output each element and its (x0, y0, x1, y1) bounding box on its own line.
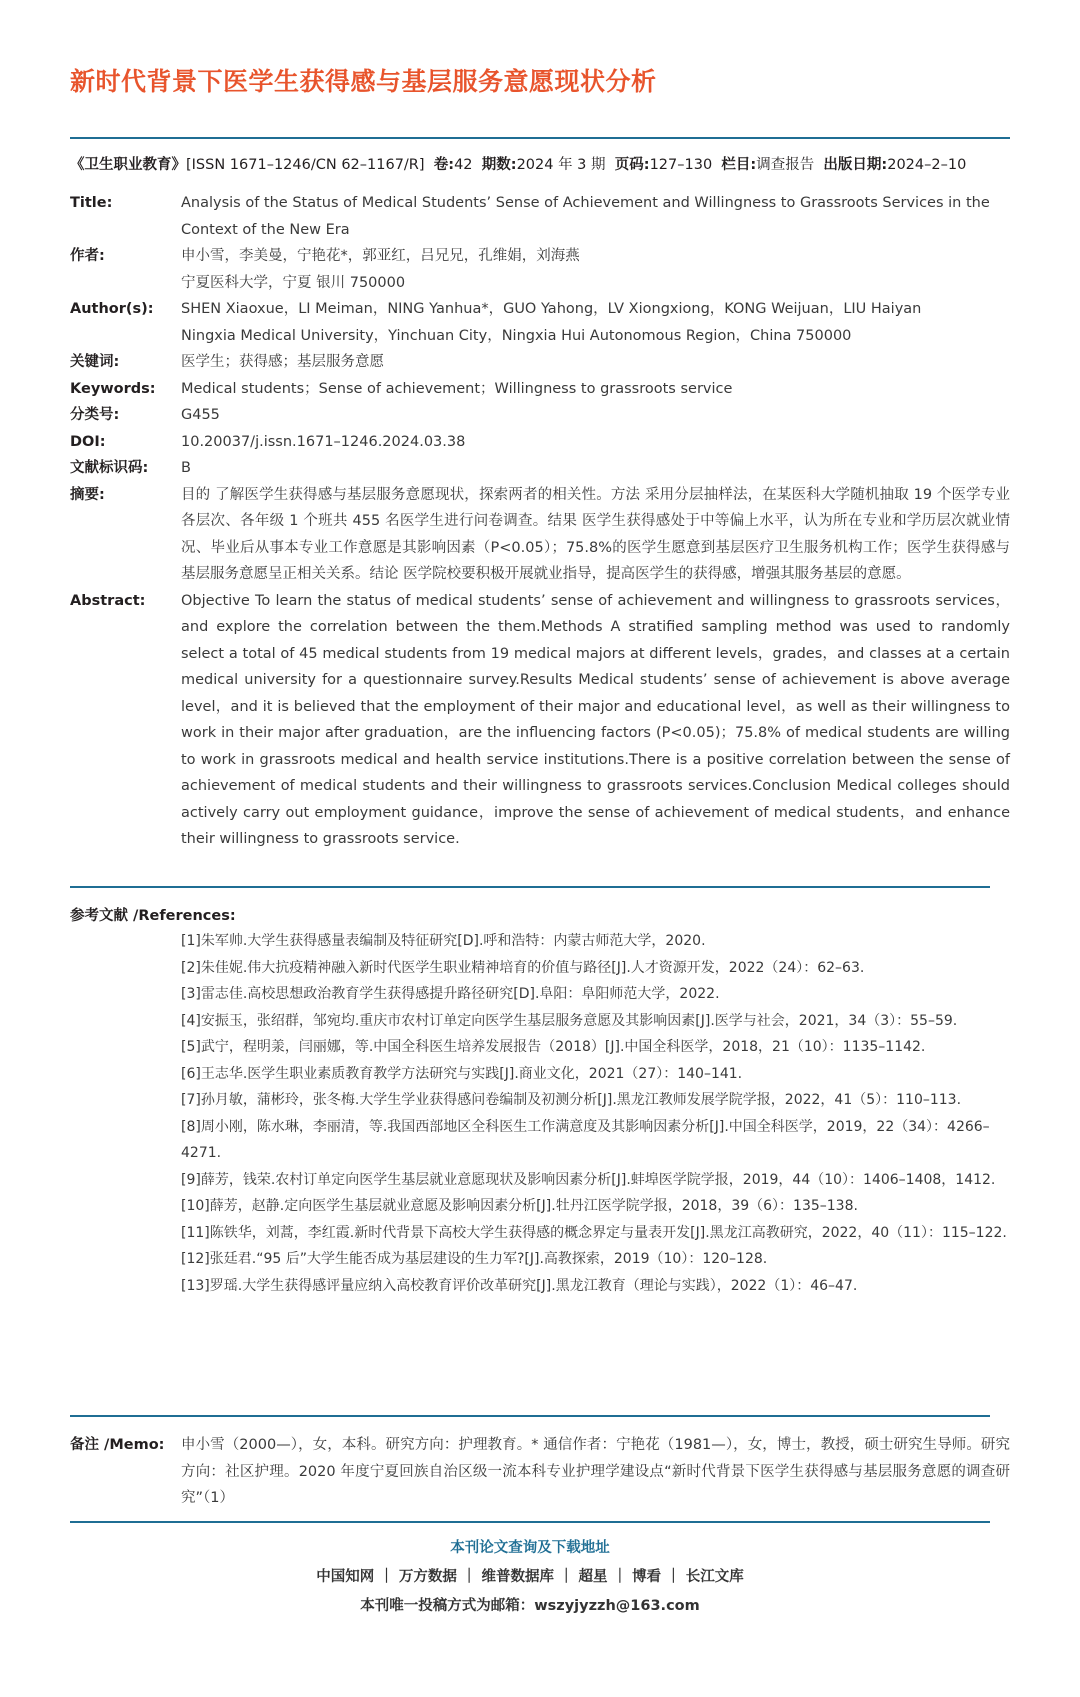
authors-cn-affiliation: 宁夏医科大学，宁夏 银川 750000 (181, 274, 406, 291)
article-metadata (70, 190, 1010, 853)
reference-item: [6]王志华.医学生职业素质教育教学方法研究与实践[J].商业文化，2021（27）：140–141. (181, 1065, 743, 1082)
classification-row (70, 402, 1010, 429)
doc-code-value: B (181, 460, 191, 476)
volume: 42 (454, 157, 473, 173)
title-en-value: Analysis of the Status of Medical Students’ Sense of Achievement and Willingness to Grassroots Services in the Context of the New Era (181, 195, 990, 238)
issn: [ISSN 1671–1246/CN 62–1167/R] (186, 157, 425, 173)
article-title: 新时代背景下医学生获得感与基层服务意愿现状分析 (70, 67, 657, 96)
authors-cn-row (70, 243, 1010, 296)
authors-cn-names: 申小雪，李美曼，宁艳花*，郭亚红，吕兄兄，孔维娟，刘海燕 (181, 248, 580, 264)
memo-text: 申小雪（2000—），女，本科。研究方向：护理教育。* 通信作者：宁艳花（1981—），女，博士，教授，硕士研究生导师。研究方向：社区护理。2020 年度宁夏回族自治区级一流本科专业护理学建设点“新时代背景下医学生获得感与基层服务意愿的调查研究”（1） (181, 1437, 1010, 1506)
abstract-cn-label: 摘要: (70, 486, 105, 503)
reference-item: [10]薛芳，赵静.定向医学生基层就业意愿及影响因素分析[J].牡丹江医学院学报，2018，39（6）：135–138. (181, 1198, 858, 1214)
journal-info-line (70, 153, 1010, 174)
reference-item: [9]薛芳，钱荣.农村订单定向医学生基层就业意愿现状及影响因素分析[J].蚌埠医学院学报，2019，44（10）：1406–1408，1412. (181, 1171, 996, 1188)
reference-item: [5]武宁，程明羕，闫丽娜，等.中国全科医生培养发展报告（2018）[J].中国全科医学，2018，21（10）：1135–1142. (181, 1039, 926, 1055)
footer (70, 1534, 990, 1621)
pages-label: 页码: (614, 157, 650, 173)
keywords-cn-value: 医学生；获得感；基层服务意愿 (181, 354, 384, 370)
column: 调查报告 (756, 157, 815, 173)
doc-code-row (70, 455, 1010, 482)
reference-item: [1]朱军帅.大学生获得感量表编制及特征研究[D].呼和浩特：内蒙古师范大学，2020. (181, 933, 706, 949)
pages: 127–130 (649, 157, 713, 173)
top-rule (70, 137, 1010, 139)
reference-item: [7]孙月敏，蒲彬玲，张冬梅.大学生学业获得感问卷编制及初测分析[J].黑龙江教师发展学院学报，2022，41（5）：110–113. (181, 1092, 962, 1108)
memo-label: 备注 /Memo: (70, 1437, 165, 1453)
reference-item: [3]雷志佳.高校思想政治教育学生获得感提升路径研究[D].阜阳：阜阳师范大学，2022. (181, 986, 720, 1002)
abstract-cn-row (70, 482, 1010, 588)
authors-cn-label: 作者: (70, 248, 105, 264)
memo-rule (70, 1415, 990, 1417)
keywords-cn-label: 关键词: (70, 354, 120, 370)
references-list (181, 928, 1010, 1299)
doi-value[interactable]: 10.20037/j.issn.1671–1246.2024.03.38 (181, 433, 466, 450)
authors-en-affiliation: Ningxia Medical University，Yinchuan City，Ningxia Hui Autonomous Region，China 750000 (181, 327, 852, 344)
classification-value: G455 (181, 407, 220, 423)
issue-label: 期数: (481, 157, 517, 173)
memo-section (70, 1432, 1010, 1512)
authors-en-names: SHEN Xiaoxue，LI Meiman，NING Yanhua*，GUO Yahong，LV Xiongxiong，KONG Weijuan，LIU Haiyan (181, 301, 922, 317)
authors-en-label: Author(s): (70, 301, 154, 317)
keywords-en-label: Keywords: (70, 380, 156, 397)
reference-item: [8]周小刚，陈水琳，李丽清，等.我国西部地区全科医生工作满意度及其影响因素分析[J].中国全科医学，2019，22（34）：4266–4271. (181, 1118, 990, 1161)
reference-item: [13]罗瑶.大学生获得感评量应纳入高校教育评价改革研究[J].黑龙江教育（理论与实践），2022（1）：46–47. (181, 1277, 858, 1294)
issue: 2024 年 3 期 (516, 157, 606, 173)
footer-databases: 中国知网 ｜ 万方数据 ｜ 维普数据库 ｜ 超星 ｜ 博看 ｜ 长江文库 (316, 1569, 744, 1585)
keywords-cn-row (70, 349, 1010, 376)
abstract-cn-text: 目的 了解医学生获得感与基层服务意愿现状，探索两者的相关性。方法 采用分层抽样法，在某医科大学随机抽取 19 个医学专业各层次、各年级 1 个班共 455 名医学生进行问卷调查。结果 医学生获得感处于中等偏上水平，认为所在专业和学历层次就业情况、毕业后从事本专业工作意愿是其影响因素（P<0.05）；75.8%的医学生愿意到基层医疗卫生服务机构工作；医学生获得感与基层服务意愿呈正相关关系。结论 医学院校要积极开展就业指导，提高医学生的获得感，增强其服务基层的意愿。 (181, 486, 1010, 582)
doi-label: DOI: (70, 433, 106, 450)
references-heading: 参考文献 /References: (70, 908, 236, 924)
reference-item: [2]朱佳妮.伟大抗疫精神融入新时代医学生职业精神培育的价值与路径[J].人才资源开发，2022（24）：62–63. (181, 959, 865, 976)
reference-item: [11]陈铁华，刘蒿，李红霞.新时代背景下高校大学生获得感的概念界定与量表开发[J].黑龙江高教研究，2022，40（11）：115–122. (181, 1224, 1007, 1241)
abstract-en-label: Abstract: (70, 592, 146, 609)
classification-label: 分类号: (70, 407, 120, 423)
footer-rule (70, 1521, 990, 1523)
footer-email[interactable]: 本刊唯一投稿方式为邮箱：wszyjyzzh@163.com (360, 1598, 700, 1614)
references-rule (70, 886, 990, 888)
date-label: 出版日期: (823, 157, 888, 173)
title-en-row (70, 190, 1010, 243)
publish-date: 2024–2–10 (887, 157, 967, 173)
keywords-en-row (70, 376, 1010, 403)
reference-item: [4]安振玉，张绍群，邹宛均.重庆市农村订单定向医学生基层服务意愿及其影响因素[J].医学与社会，2021，34（3）：55–59. (181, 1012, 958, 1029)
title-en-label: Title: (70, 195, 113, 211)
authors-en-row (70, 296, 1010, 349)
abstract-en-text: Objective To learn the status of medical students’ sense of achievement and willingness to grassroots services，and explore the correlation between the them.Methods A stratified sampling method was used to randomly select a total of 45 medical students from 19 medical majors at different levels，grades，and classes at a certain medical university for a questionnaire survey.Results Medical students’ sense of achievement is above average level，and it is believed that the employment of their major and educational level，as well as their willingness to work in their major after graduation，are the influencing factors (P<0.05)；75.8% of medical students are willing to work in grassroots medical and health service institutions.There is a positive correlation between the sense of achievement of medical students and their willingness to grassroots services.Conclusion Medical colleges should actively carry out employment guidance，improve the sense of achievement of medical students，and enhance their willingness to grassroots service. (181, 592, 1010, 847)
column-label: 栏目: (721, 157, 757, 173)
reference-item: [12]张廷君.“95 后”大学生能否成为基层建设的生力军?[J].高教探索，2019（10）：120–128. (181, 1251, 768, 1267)
doc-code-label: 文献标识码: (70, 460, 149, 476)
footer-title: 本刊论文查询及下载地址 (450, 1540, 610, 1556)
volume-label: 卷: (433, 157, 455, 173)
doi-row (70, 429, 1010, 456)
abstract-en-row (70, 588, 1010, 853)
journal-name: 《卫生职业教育》 (70, 157, 186, 173)
keywords-en-value: Medical students；Sense of achievement；Willingness to grassroots service (181, 380, 733, 397)
